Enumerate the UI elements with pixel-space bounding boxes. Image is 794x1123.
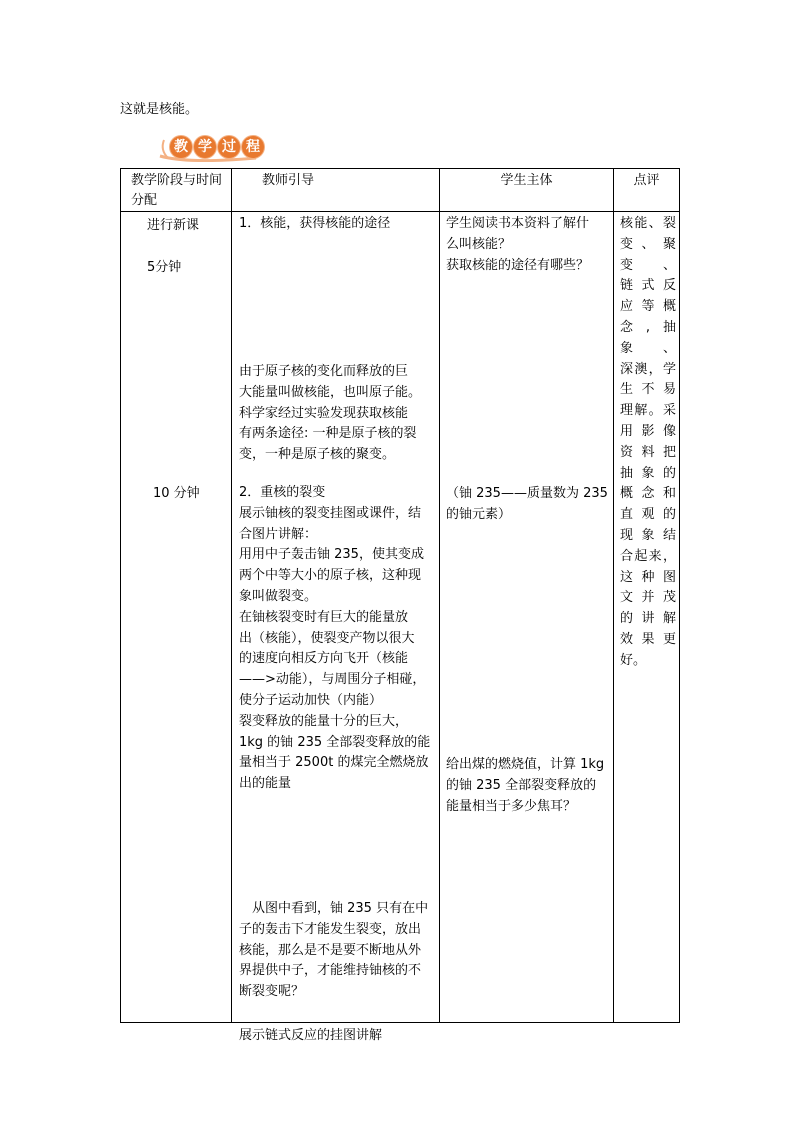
text-line: 效果更 [620,631,676,647]
text-line: 资料把 [620,444,676,460]
teacher-paragraph [239,483,435,795]
text-line: 变、聚变、 [620,236,676,273]
text-line: 概念和 [620,486,676,502]
student-cell [440,212,614,1023]
text-line: 有两条途径: 一种是原子核的裂 [239,426,417,442]
teacher-last-line: 展示链式反应的挂图讲解 [239,1028,383,1043]
text-line: 裂变释放的能量十分的巨大， [239,713,409,729]
header-teacher-label: 教师引导 [262,173,315,188]
text-line: 科学家经过实验发现获取核能 [239,405,409,421]
teacher-paragraph [239,899,435,1003]
comment-paragraph [620,214,676,672]
text-line: 界提供中子，才能维持铀核的不 [239,963,422,979]
text-line: （铀 235——质量数为 235 [446,486,608,501]
banner-char: 程 [242,136,264,158]
text-line: 从图中看到，铀 235 只有在中 [239,901,429,916]
text-line: 直观的 [620,507,676,523]
text-line: 在铀核裂变时有巨大的能量放 [239,609,409,625]
text-line: 象叫做裂变。 [239,588,318,604]
text-line: 这种图 [620,569,676,585]
header-stage-time [121,169,232,212]
text-line: 现象结 [620,527,676,543]
text-line: 文并茂 [620,590,676,606]
text-line: 给出煤的燃烧值，计算 1kg [446,757,605,772]
text-line: 抽象的 [620,465,676,481]
text-line: 出的能量 [239,776,292,792]
text-line: 生不易 [620,382,676,398]
text-line: 用影像 [620,423,676,439]
text-line: 获取核能的途径有哪些？ [446,257,590,273]
text-line: 由于原子核的变化而释放的巨 [239,364,409,379]
text-line: 核能，那么是不是要不断地从外 [239,942,422,958]
text-line: 变，一种是原子核的聚变。 [239,447,396,463]
banner-char: 学 [194,136,216,158]
text-line: 链式反 [620,278,676,294]
header-student-label: 学生主体 [500,173,553,188]
comment-cell [614,212,680,1023]
intro-text: 这就是核能。 [120,102,199,117]
text-line: 大能量叫做核能，也叫原子能。 [239,384,422,400]
stage-time-cell [121,212,232,1023]
student-paragraph [446,484,608,526]
text-line: ——>动能），与周围分子相碰， [239,672,426,688]
stage-label: 进行新课 [147,218,200,233]
text-line: 子的轰击下才能发生裂变，放出 [239,921,422,937]
text-line: 合图片讲解： [239,526,318,542]
lesson-table [120,168,680,1043]
text-line: 应等概 [620,299,676,315]
text-line: 出（核能），使裂变产物以很大 [239,630,415,646]
text-line: 念,抽象、 [620,319,676,356]
student-paragraph [446,755,608,817]
banner-char: 过 [218,136,240,158]
text-line: 的铀 235 全部裂变释放的 [446,777,597,793]
text-line: 2．重核的裂变 [239,485,326,500]
banner-char: 教 [170,136,192,158]
time-label: 10 分钟 [153,486,200,501]
text-line: 1kg 的铀 235 全部裂变释放的能 [239,734,431,750]
student-paragraph [446,214,608,276]
text-line: 的铀元素） [446,506,512,522]
teaching-process-banner [158,134,258,162]
text-line: 么叫核能？ [446,236,512,252]
text-line: 断裂变呢？ [239,984,305,1000]
text-line: 两个中等大小的原子核，这种现 [239,568,422,584]
header-comment [614,169,680,212]
text-line: 的讲解 [620,611,676,627]
text-line: 学生阅读书本资料了解什 [446,216,590,231]
text-line: 理解。采 [620,403,676,419]
teacher-cell [232,212,440,1043]
text-line: 使分子运动加快（内能） [239,692,383,708]
text-line: 用用中子轰击铀 235，使其变成 [239,547,424,563]
text-line: 能量相当于多少焦耳？ [446,798,577,814]
text-line: 深澳，学 [620,361,676,377]
teacher-paragraph [239,362,435,466]
text-line: 展示铀核的裂变挂图或课件，结 [239,505,422,521]
text-line: 核能、裂 [620,216,676,231]
text-line: 合起来， [620,548,676,564]
time-label: 5分钟 [147,260,182,275]
text-line: 好。 [620,652,647,668]
header-comment-label: 点评 [633,173,660,188]
text-line: 量相当于 2500t 的煤完全燃烧放 [239,755,429,771]
header-student [440,169,614,212]
teacher-heading-1: 1．核能，获得核能的途径 [239,216,391,231]
header-stage-time-label: 教学阶段与时间分配 [131,173,223,208]
header-teacher [232,169,440,212]
text-line: 的速度向相反方向飞开（核能 [239,651,409,667]
